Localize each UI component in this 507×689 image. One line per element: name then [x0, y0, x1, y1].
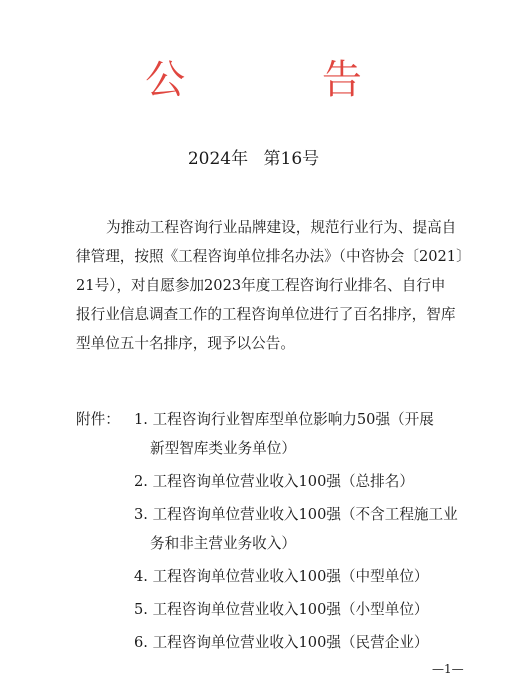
attachment-item: [134, 595, 496, 624]
attachment-line: 6. 工程咨询单位营业收入100强（民营企业）: [134, 634, 429, 651]
announcement-body: [76, 213, 471, 358]
attachment-line: 4. 工程咨询单位营业收入100强（中型单位）: [134, 568, 429, 585]
attachment-item: [134, 467, 496, 496]
document-number: 2024年 第16号: [187, 149, 320, 169]
attachments-section: [76, 405, 496, 661]
announcement-title: 公 告: [145, 57, 424, 103]
body-line: 21号），对自愿参加2023年度工程咨询行业排名、自行申: [76, 277, 446, 294]
page-number: —1—: [432, 662, 464, 676]
attachment-item: [134, 562, 496, 591]
attachment-item: [134, 405, 496, 463]
attachment-line-continued: 务和非主营业务收入）: [150, 535, 296, 552]
body-line: 为推动工程咨询行业品牌建设，规范行业行为、提高自: [106, 219, 457, 236]
attachment-line: 2. 工程咨询单位营业收入100强（总排名）: [134, 473, 414, 490]
attachments-list: [134, 405, 496, 661]
body-line: 型单位五十名排序，现予以公告。: [76, 335, 295, 352]
attachments-label: 附件：: [76, 411, 120, 428]
attachment-item: [134, 628, 496, 657]
attachment-line-continued: 新型智库类业务单位）: [150, 440, 296, 457]
attachment-line: 1. 工程咨询行业智库型单位影响力50强（开展: [134, 411, 434, 428]
attachment-line: 5. 工程咨询单位营业收入100强（小型单位）: [134, 601, 429, 618]
attachment-line: 3. 工程咨询单位营业收入100强（不含工程施工业: [134, 506, 458, 523]
body-line: 报行业信息调查工作的工程咨询单位进行了百名排序，智库: [76, 306, 456, 323]
attachment-item: [134, 500, 496, 558]
body-line: 律管理，按照《工程咨询单位排名办法》（中咨协会〔2021〕: [76, 248, 471, 265]
